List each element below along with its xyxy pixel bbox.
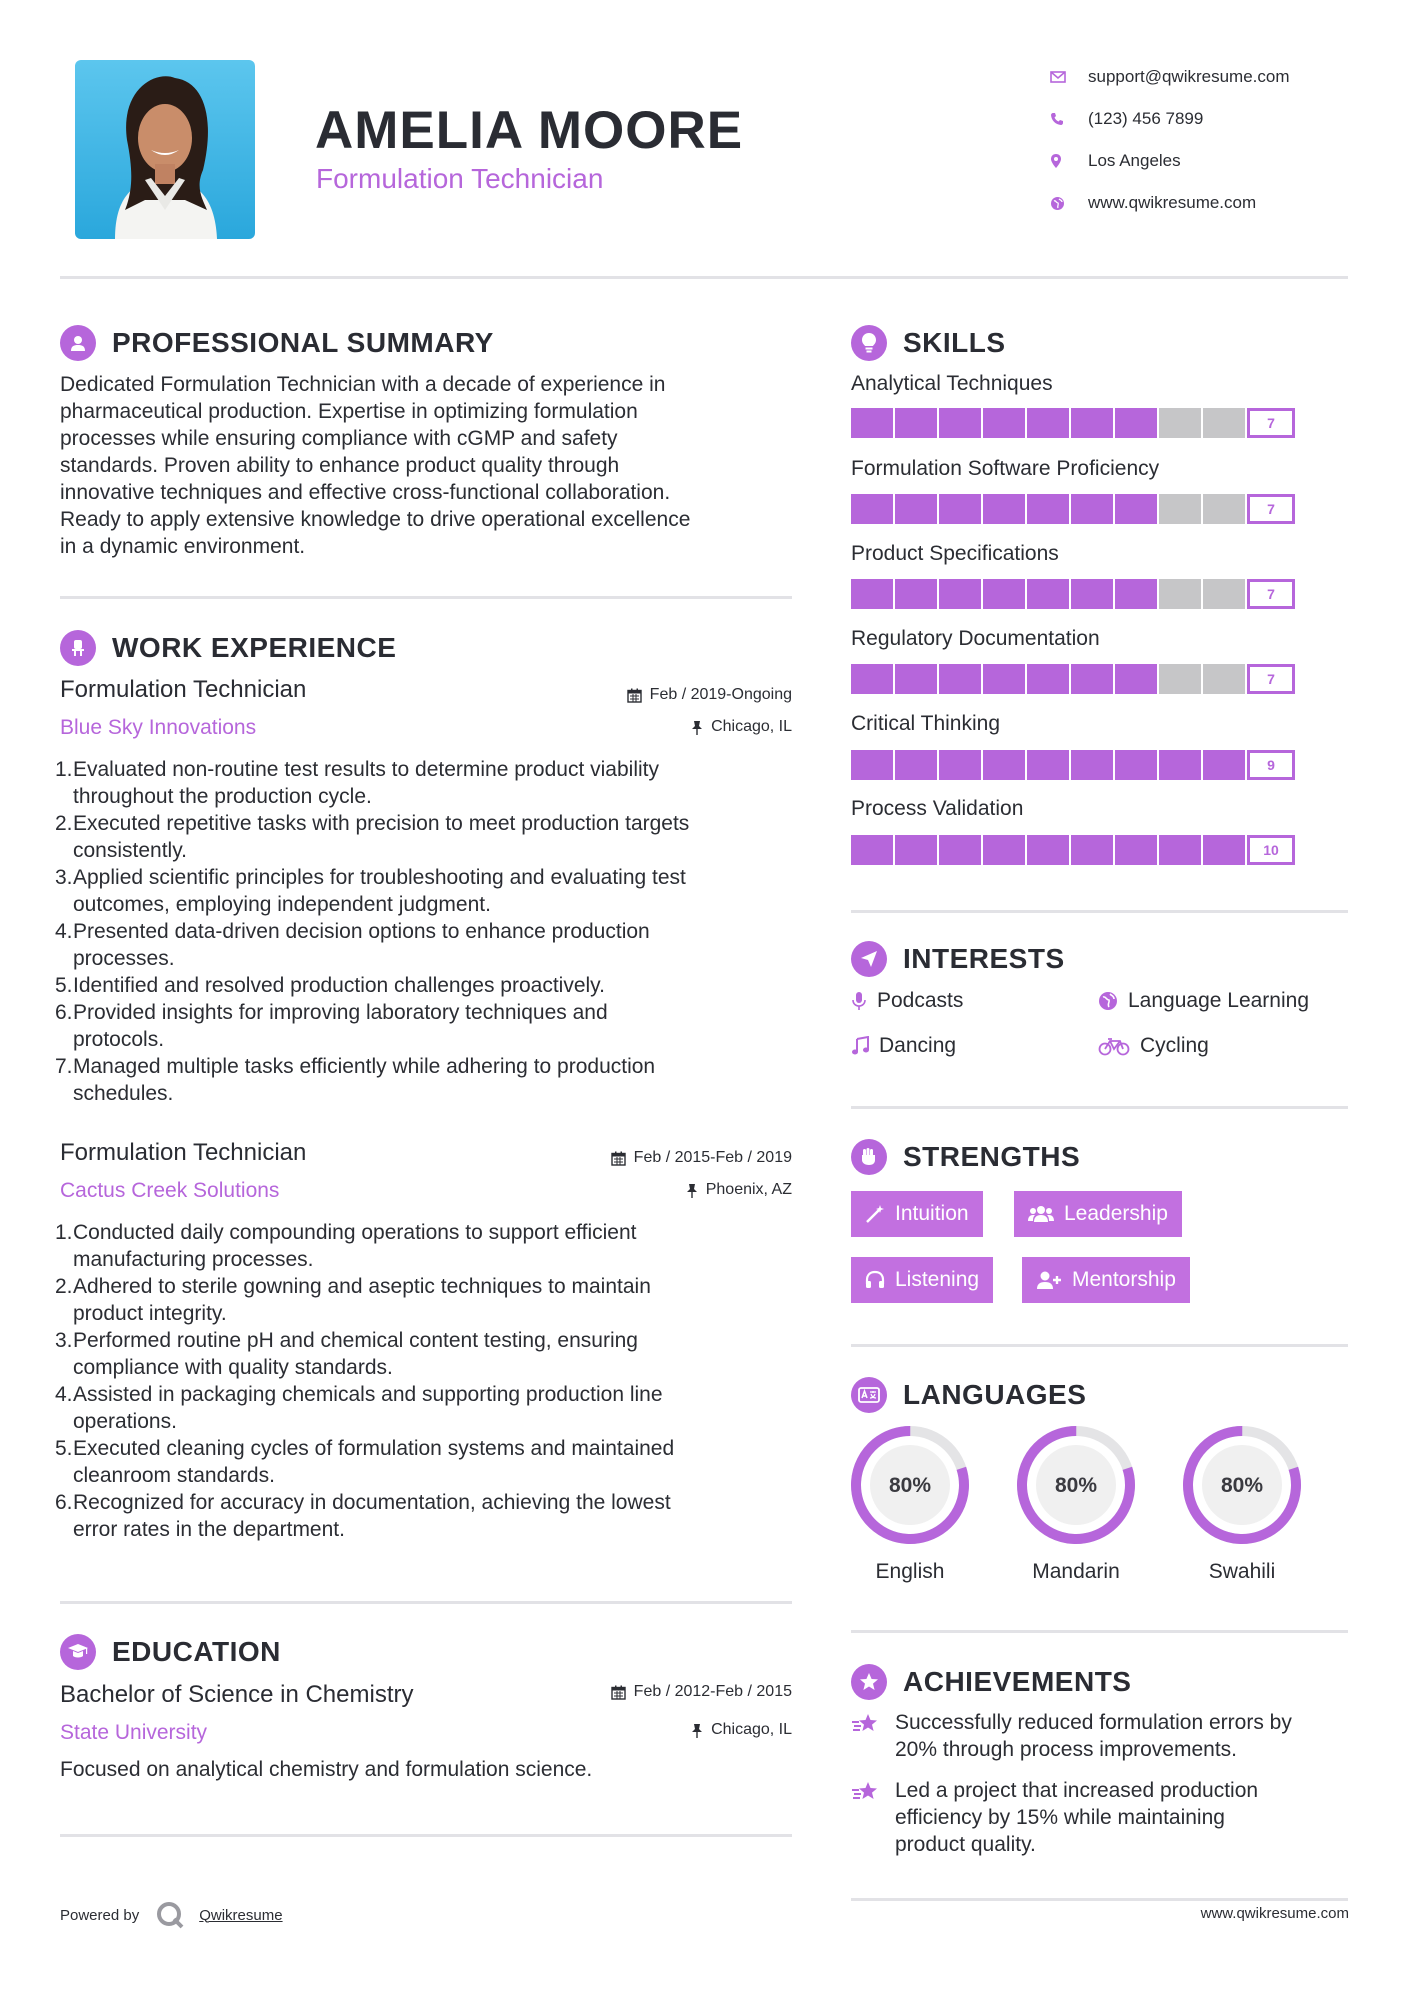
- strength-label: Leadership: [1064, 1202, 1168, 1225]
- skill-segment: [983, 750, 1027, 780]
- skill-segment: [1203, 664, 1247, 694]
- skill-bar: [851, 494, 1295, 524]
- summary-line: standards. Proven ability to enhance product quality through: [60, 454, 620, 477]
- skill-segment: [1115, 835, 1159, 865]
- achievement-line: 20% through process improvements.: [895, 1738, 1237, 1761]
- contact-email[interactable]: [1050, 56, 1290, 98]
- interests-divider: [851, 1106, 1348, 1109]
- skill-level-label: 10: [1247, 835, 1295, 865]
- skill-segment: [939, 579, 983, 609]
- interest-label: Language Learning: [1128, 989, 1310, 1012]
- powered-by-text: Powered by: [60, 1906, 140, 1924]
- language-name: English: [875, 1560, 945, 1583]
- list-item: product integrity.: [73, 1302, 227, 1325]
- candidate-name: AMELIA MOORE: [315, 101, 744, 160]
- skill-segment: [1159, 494, 1203, 524]
- calendar-icon: [611, 1685, 626, 1700]
- pushpin-icon: [691, 1723, 703, 1738]
- school-name: State University: [60, 1721, 208, 1744]
- skill-segment: [1159, 835, 1203, 865]
- skill-segment: [851, 494, 895, 524]
- languages-title: LANGUAGES: [903, 1379, 1087, 1410]
- microphone-icon: [851, 991, 867, 1011]
- skill-segment: [983, 494, 1027, 524]
- list-item: schedules.: [73, 1082, 174, 1105]
- graduate-icon: [60, 1634, 96, 1670]
- job-location: [500, 1181, 792, 1199]
- strength-chip: [1012, 1189, 1184, 1239]
- skill-segment: [851, 835, 895, 865]
- skill-segment: [1071, 408, 1115, 438]
- calendar-icon: [627, 688, 642, 703]
- education-title: EDUCATION: [112, 1636, 281, 1667]
- list-item: cleanroom standards.: [73, 1464, 275, 1487]
- skills-title: SKILLS: [903, 327, 1006, 358]
- paper-plane-icon: [851, 941, 887, 977]
- shooting-star-icon: [851, 1780, 881, 1804]
- users-icon: [1028, 1204, 1054, 1224]
- job-company: Blue Sky Innovations: [60, 716, 257, 739]
- list-item: 5. Executed cleaning cycles of formulation systems and maintained: [55, 1437, 675, 1460]
- job-duties-list: [55, 756, 795, 1107]
- list-item: operations.: [73, 1410, 177, 1433]
- music-note-icon: [851, 1036, 869, 1056]
- pushpin-icon: [691, 720, 703, 735]
- skill-segment: [1203, 750, 1247, 780]
- skill-segment: [1071, 750, 1115, 780]
- contact-phone-text: (123) 456 7899: [1088, 109, 1204, 128]
- skill-segment: [983, 579, 1027, 609]
- skill-segment: [1071, 664, 1115, 694]
- list-item: 6. Recognized for accuracy in documentation, achieving the lowest: [55, 1491, 671, 1514]
- contact-phone[interactable]: [1050, 98, 1290, 140]
- achievement-line: efficiency by 15% while maintaining: [895, 1806, 1225, 1829]
- footer-website[interactable]: www.qwikresume.com: [1200, 1905, 1349, 1922]
- raised-fist-icon: [851, 1139, 887, 1175]
- interests-title: INTERESTS: [903, 943, 1065, 974]
- list-item: 4. Assisted in packaging chemicals and supporting production line: [55, 1383, 663, 1406]
- skill-segment: [895, 494, 939, 524]
- skills-divider: [851, 910, 1348, 913]
- skill-segment: [1071, 835, 1115, 865]
- strength-label: Mentorship: [1072, 1268, 1176, 1291]
- skill-level-label: 9: [1247, 750, 1295, 780]
- user-icon: [60, 325, 96, 361]
- skill-segment: [983, 664, 1027, 694]
- language-ring: [1180, 1423, 1304, 1552]
- skill-bar: [851, 664, 1295, 694]
- skill-level-label: 7: [1247, 664, 1295, 694]
- brand-link[interactable]: Qwikresume: [199, 1906, 283, 1924]
- contact-location: [1050, 140, 1290, 182]
- job-title: Formulation Technician: [60, 676, 307, 703]
- list-item: compliance with quality standards.: [73, 1356, 393, 1379]
- skill-level-label: 7: [1247, 408, 1295, 438]
- skill-label: Product Specifications: [851, 542, 1059, 565]
- language-ring: [848, 1423, 972, 1552]
- skill-segment: [1071, 494, 1115, 524]
- job-date: [500, 1149, 792, 1167]
- skill-level-label: 7: [1247, 579, 1295, 609]
- strengths-title: STRENGTHS: [903, 1141, 1081, 1172]
- footer-branding: [60, 1900, 283, 1930]
- interest-label: Cycling: [1140, 1034, 1209, 1057]
- contact-location-text: Los Angeles: [1088, 151, 1181, 170]
- interest-label: Podcasts: [877, 989, 964, 1012]
- list-item: 3. Applied scientific principles for troubleshooting and evaluating test: [55, 866, 686, 889]
- skill-segment: [1159, 750, 1203, 780]
- skill-segment: [1115, 494, 1159, 524]
- skill-segment: [1027, 579, 1071, 609]
- language-name: Mandarin: [1032, 1560, 1120, 1583]
- skill-segment: [983, 835, 1027, 865]
- job-date: [500, 686, 792, 704]
- list-item: 7. Managed multiple tasks efficiently while adhering to production: [55, 1055, 656, 1078]
- achievements-divider: [851, 1898, 1348, 1901]
- job-location-text: Chicago, IL: [711, 718, 792, 735]
- language-name: Swahili: [1208, 1560, 1276, 1583]
- chair-icon: [60, 630, 96, 666]
- language-ring: [1014, 1423, 1138, 1552]
- skill-segment: [895, 408, 939, 438]
- degree-title: Bachelor of Science in Chemistry: [60, 1681, 414, 1708]
- languages-heading: [851, 1377, 1086, 1413]
- achievement-item: [851, 1709, 1292, 1763]
- skill-segment: [939, 750, 983, 780]
- language-percent-label: 80%: [888, 1474, 932, 1497]
- list-item: 4. Presented data-driven decision options to enhance production: [55, 920, 650, 943]
- skill-segment: [1115, 579, 1159, 609]
- job-company: Cactus Creek Solutions: [60, 1179, 280, 1202]
- skill-segment: [1027, 494, 1071, 524]
- list-item: 2. Executed repetitive tasks with precision to meet production targets: [55, 812, 690, 835]
- summary-text: [60, 371, 800, 560]
- skill-segment: [1027, 750, 1071, 780]
- skill-segment: [1115, 408, 1159, 438]
- skill-segment: [1159, 579, 1203, 609]
- list-item: error rates in the department.: [73, 1518, 345, 1541]
- summary-line: pharmaceutical production. Expertise in optimizing formulation: [60, 400, 638, 423]
- contact-website[interactable]: [1050, 182, 1290, 224]
- interest-item: [851, 1034, 956, 1058]
- skill-level-label: 7: [1247, 494, 1295, 524]
- map-pin-icon: [1050, 153, 1088, 169]
- interest-item: [851, 989, 963, 1013]
- strengths-heading: [851, 1139, 1080, 1175]
- candidate-role: Formulation Technician: [316, 163, 604, 194]
- achievement-line: product quality.: [895, 1833, 1036, 1856]
- skills-heading: [851, 325, 1006, 361]
- strength-chip: [1020, 1255, 1192, 1305]
- skill-segment: [983, 408, 1027, 438]
- job-duties-list: [55, 1219, 795, 1543]
- skill-segment: [1027, 835, 1071, 865]
- list-item: 6. Provided insights for improving laboratory techniques and: [55, 1001, 608, 1024]
- skill-label: Process Validation: [851, 797, 1024, 820]
- calendar-icon: [611, 1151, 626, 1166]
- interest-item: [1098, 989, 1309, 1013]
- skill-segment: [895, 835, 939, 865]
- skill-segment: [851, 750, 895, 780]
- summary-line: Dedicated Formulation Technician with a decade of experience in: [60, 373, 666, 396]
- skill-segment: [939, 664, 983, 694]
- interest-item: [1098, 1034, 1209, 1058]
- achievement-line: Led a project that increased production: [895, 1779, 1259, 1802]
- language-percent-label: 80%: [1054, 1474, 1098, 1497]
- education-heading: [60, 1634, 281, 1670]
- experience-title: WORK EXPERIENCE: [112, 632, 397, 663]
- skill-label: Regulatory Documentation: [851, 627, 1100, 650]
- job-location-text: Phoenix, AZ: [705, 1181, 792, 1198]
- globe-icon: [1098, 991, 1118, 1011]
- headphones-icon: [865, 1270, 885, 1290]
- skill-label: Analytical Techniques: [851, 372, 1053, 395]
- education-location: [500, 1721, 792, 1739]
- skill-segment: [1071, 579, 1115, 609]
- list-item: outcomes, employing independent judgment.: [73, 893, 491, 916]
- skill-segment: [1115, 750, 1159, 780]
- summary-heading: [60, 325, 494, 361]
- language-icon: [851, 1377, 887, 1413]
- experience-divider: [60, 1601, 792, 1604]
- strength-chip: [849, 1189, 985, 1239]
- job-title: Formulation Technician: [60, 1139, 307, 1166]
- summary-line: Ready to apply extensive knowledge to drive operational excellence: [60, 508, 691, 531]
- skill-segment: [939, 408, 983, 438]
- contact-email-text: support@qwikresume.com: [1088, 67, 1290, 86]
- education-divider: [60, 1834, 792, 1837]
- bicycle-icon: [1098, 1036, 1130, 1056]
- list-item: manufacturing processes.: [73, 1248, 314, 1271]
- qwikresume-logo-icon: [155, 1900, 185, 1930]
- skill-segment: [851, 579, 895, 609]
- summary-line: in a dynamic environment.: [60, 535, 306, 558]
- achievements-heading: [851, 1664, 1131, 1700]
- skill-label: Critical Thinking: [851, 712, 1000, 735]
- strength-label: Listening: [895, 1268, 980, 1291]
- shooting-star-icon: [851, 1712, 881, 1736]
- summary-divider: [60, 596, 792, 599]
- skill-segment: [895, 664, 939, 694]
- list-item: 1. Evaluated non-routine test results to determine product viability: [55, 758, 659, 781]
- lightbulb-icon: [851, 325, 887, 361]
- strength-chip: [849, 1255, 995, 1305]
- skill-bar: [851, 750, 1295, 780]
- skill-segment: [1027, 664, 1071, 694]
- list-item: processes.: [73, 947, 175, 970]
- skill-segment: [1159, 664, 1203, 694]
- skill-segment: [1203, 579, 1247, 609]
- language-percent-label: 80%: [1220, 1474, 1264, 1497]
- star-badge-icon: [851, 1664, 887, 1700]
- pushpin-icon: [686, 1183, 698, 1198]
- strengths-divider: [851, 1344, 1348, 1347]
- skill-segment: [1027, 408, 1071, 438]
- envelope-icon: [1050, 71, 1088, 83]
- profile-photo: [75, 60, 255, 239]
- skill-segment: [1203, 494, 1247, 524]
- skill-segment: [939, 494, 983, 524]
- interest-label: Dancing: [879, 1034, 957, 1057]
- skill-segment: [1115, 664, 1159, 694]
- experience-heading: [60, 630, 396, 666]
- job-date-text: Feb / 2019-Ongoing: [649, 686, 792, 703]
- interests-heading: [851, 941, 1065, 977]
- summary-line: processes while ensuring compliance with cGMP and safety: [60, 427, 618, 450]
- skill-segment: [851, 664, 895, 694]
- job-location: [500, 718, 792, 736]
- strength-label: Intuition: [895, 1202, 969, 1225]
- list-item: 3. Performed routine pH and chemical content testing, ensuring: [55, 1329, 638, 1352]
- summary-title: PROFESSIONAL SUMMARY: [112, 327, 494, 358]
- list-item: 1. Conducted daily compounding operations to support efficient: [55, 1221, 637, 1244]
- skill-segment: [1203, 835, 1247, 865]
- contact-website-text: www.qwikresume.com: [1088, 193, 1257, 212]
- achievement-line: Successfully reduced formulation errors by: [895, 1711, 1292, 1734]
- list-item: protocols.: [73, 1028, 165, 1051]
- magic-wand-icon: [865, 1204, 885, 1224]
- education-location-text: Chicago, IL: [711, 1721, 792, 1738]
- skill-segment: [939, 835, 983, 865]
- globe-icon: [1050, 196, 1088, 211]
- job-date-text: Feb / 2015-Feb / 2019: [633, 1149, 792, 1166]
- education-description: Focused on analytical chemistry and formulation science.: [60, 1758, 593, 1781]
- achievement-item: [851, 1777, 1258, 1858]
- skill-segment: [895, 750, 939, 780]
- skill-segment: [1203, 408, 1247, 438]
- phone-icon: [1050, 112, 1088, 126]
- list-item: 2. Adhered to sterile gowning and aseptic techniques to maintain: [55, 1275, 651, 1298]
- skill-segment: [851, 408, 895, 438]
- skill-label: Formulation Software Proficiency: [851, 457, 1160, 480]
- education-date: [500, 1683, 792, 1701]
- education-date-text: Feb / 2012-Feb / 2015: [633, 1683, 792, 1700]
- skill-segment: [895, 579, 939, 609]
- achievements-title: ACHIEVEMENTS: [903, 1666, 1132, 1697]
- summary-line: innovative techniques and effective cross-functional collaboration.: [60, 481, 671, 504]
- list-item: consistently.: [73, 839, 187, 862]
- header-divider: [60, 276, 1348, 279]
- skill-bar: [851, 408, 1295, 438]
- languages-divider: [851, 1630, 1348, 1633]
- list-item: 5. Identified and resolved production challenges proactively.: [55, 974, 605, 997]
- skill-bar: [851, 579, 1295, 609]
- skill-segment: [1159, 408, 1203, 438]
- skill-bar: [851, 835, 1295, 865]
- contact-list: [1050, 56, 1290, 224]
- user-plus-icon: [1036, 1270, 1062, 1290]
- list-item: throughout the production cycle.: [73, 785, 372, 808]
